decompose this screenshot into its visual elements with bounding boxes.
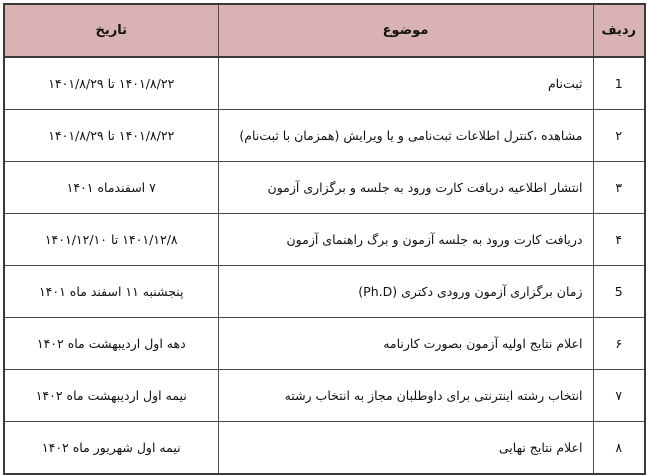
row-number-cell: ۶ bbox=[593, 318, 645, 370]
date-cell: ۱۴۰۱/۸/۲۲ تا ۱۴۰۱/۸/۲۹ bbox=[4, 110, 218, 162]
topic-cell: مشاهده ،کنترل اطلاعات ثبت‌نامی و یا ویرایش (همزمان با ثبت‌نام) bbox=[218, 110, 593, 162]
row-number-cell: 1 bbox=[593, 57, 645, 110]
header-row bbox=[4, 4, 645, 57]
row-number-cell: ۴ bbox=[593, 214, 645, 266]
schedule-table bbox=[3, 3, 646, 475]
topic-cell: انتخاب رشته اینترنتی برای داوطلبان مجاز به انتخاب رشته bbox=[218, 370, 593, 422]
table-row bbox=[4, 214, 645, 266]
date-cell: ۱۴۰۱/۸/۲۲ تا ۱۴۰۱/۸/۲۹ bbox=[4, 57, 218, 110]
table-row bbox=[4, 162, 645, 214]
table-row bbox=[4, 370, 645, 422]
table-row bbox=[4, 318, 645, 370]
header-topic: موضوع bbox=[218, 4, 593, 57]
row-number-cell: 5 bbox=[593, 266, 645, 318]
date-cell: ۱۴۰۱/۱۲/۸ تا ۱۴۰۱/۱۲/۱۰ bbox=[4, 214, 218, 266]
date-cell: دهه اول اردیبهشت ماه ۱۴۰۲ bbox=[4, 318, 218, 370]
table-body bbox=[4, 57, 645, 474]
row-number-cell: ۷ bbox=[593, 370, 645, 422]
topic-cell: زمان برگزاری آزمون ورودی دکتری (Ph.D) bbox=[218, 266, 593, 318]
row-number-cell: ۲ bbox=[593, 110, 645, 162]
topic-cell: اعلام نتایج اولیه آزمون بصورت کارنامه bbox=[218, 318, 593, 370]
topic-cell: دریافت کارت ورود به جلسه آزمون و برگ راهنمای آزمون bbox=[218, 214, 593, 266]
table-row bbox=[4, 422, 645, 475]
table-row bbox=[4, 57, 645, 110]
topic-cell: انتشار اطلاعیه دریافت کارت ورود به جلسه و برگزاری آزمون bbox=[218, 162, 593, 214]
table-row bbox=[4, 110, 645, 162]
header-date: تاریخ bbox=[4, 4, 218, 57]
topic-cell: ثبت‌نام bbox=[218, 57, 593, 110]
date-cell: نیمه اول اردیبهشت ماه ۱۴۰۲ bbox=[4, 370, 218, 422]
row-number-cell: ۳ bbox=[593, 162, 645, 214]
topic-cell: اعلام نتایج نهایی bbox=[218, 422, 593, 475]
date-cell: ۷ اسفندماه ۱۴۰۱ bbox=[4, 162, 218, 214]
date-cell: پنجشنبه ۱۱ اسفند ماه ۱۴۰۱ bbox=[4, 266, 218, 318]
row-number-cell: ۸ bbox=[593, 422, 645, 475]
table-row bbox=[4, 266, 645, 318]
table-header bbox=[4, 4, 645, 57]
date-cell: نیمه اول شهریور ماه ۱۴۰۲ bbox=[4, 422, 218, 475]
header-row-number: ردیف bbox=[593, 4, 645, 57]
